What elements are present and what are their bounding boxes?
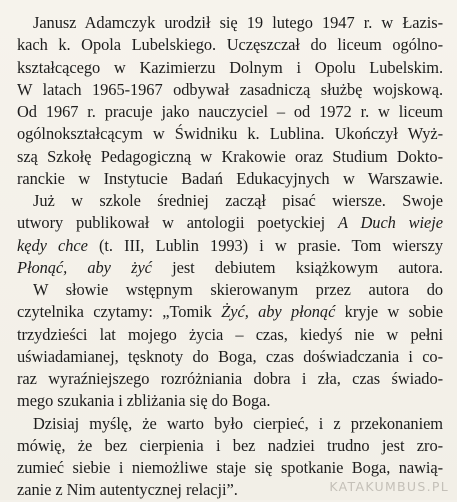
text-line [17,235,443,257]
text-line: Od 1967 r. pracuje jako nauczyciel – od 1972 r. w liceum [17,102,443,121]
book-title: Płonąć, aby żyć [17,257,152,277]
text-line [17,212,443,234]
anthology-title-part: A Duch wieje [338,213,443,233]
text-line: trzydzieści lat mojego życia – czas, kiedyś nie w pełni [17,324,443,344]
book-title: Żyć, aby płonąć [221,302,336,322]
document-body [17,12,443,502]
paragraph-publications [17,190,443,279]
text-line: ranckie w Instytucie Badań Edukacyjnych w Warszawie. [17,168,443,188]
text-line [17,257,443,279]
text-fragment: utwory publikował w antologii poetyckiej [17,213,326,233]
text-line: uświadamianej, tęsknoty do Boga, czas doświadczania i co- [17,346,443,366]
text-fragment: jest debiutem książkowym autora. [172,257,443,277]
text-line: szą Szkołę Pedagogiczną w Krakowie oraz Studium Dokto- [17,146,443,166]
text-fragment: czytelnika czytamy: „Tomik [17,302,212,322]
text-line: kształcącego w Kazimierzu Dolnym i Opolu Lubelskim. [17,57,443,77]
text-line: mówię, że bez cierpienia i bez nadziei trudno jest zro- [17,435,443,455]
paragraph-biography [17,12,443,190]
text-fragment: kryje w sobie [344,302,443,322]
anthology-title-part: kędy chce [17,235,88,255]
text-line [17,301,443,323]
text-line: zumieć siebie i niemożliwe staje się spotkanie Boga, nawią- [17,458,443,477]
text-fragment: (t. III, Lublin 1993) i w prasie. Tom wierszy [98,235,443,255]
text-line: mego szukania i zbliżania się do Boga. [17,391,271,411]
text-line: W słowie wstępnym skierowanym przez autora do [33,280,443,299]
text-line: W latach 1965-1967 odbywał zasadniczą służbę wojskową. [17,79,443,99]
text-line: zanie z Nim autentycznej relacji”. [17,480,238,500]
text-line: Już w szkole średniej zaczął pisać wiersze. Swoje [33,191,443,210]
text-line: ogólnokształcącym w Świdniku k. Lublina. Ukończył Wyż- [17,124,443,144]
text-line: Dzisiaj myślę, że warto było cierpieć, i z przekonaniem [33,413,443,433]
watermark: KATAKUMBUS.PL [329,479,449,494]
paragraph-quote [17,279,443,413]
text-line: kach k. Opola Lubelskiego. Uczęszczał do liceum ogólno- [17,35,443,55]
text-line: Janusz Adamczyk urodził się 19 lutego 1947 r. w Łazis- [33,13,443,32]
text-line: raz wyraźniejszego rozróżniania dobra i zła, czas świado- [17,369,443,388]
